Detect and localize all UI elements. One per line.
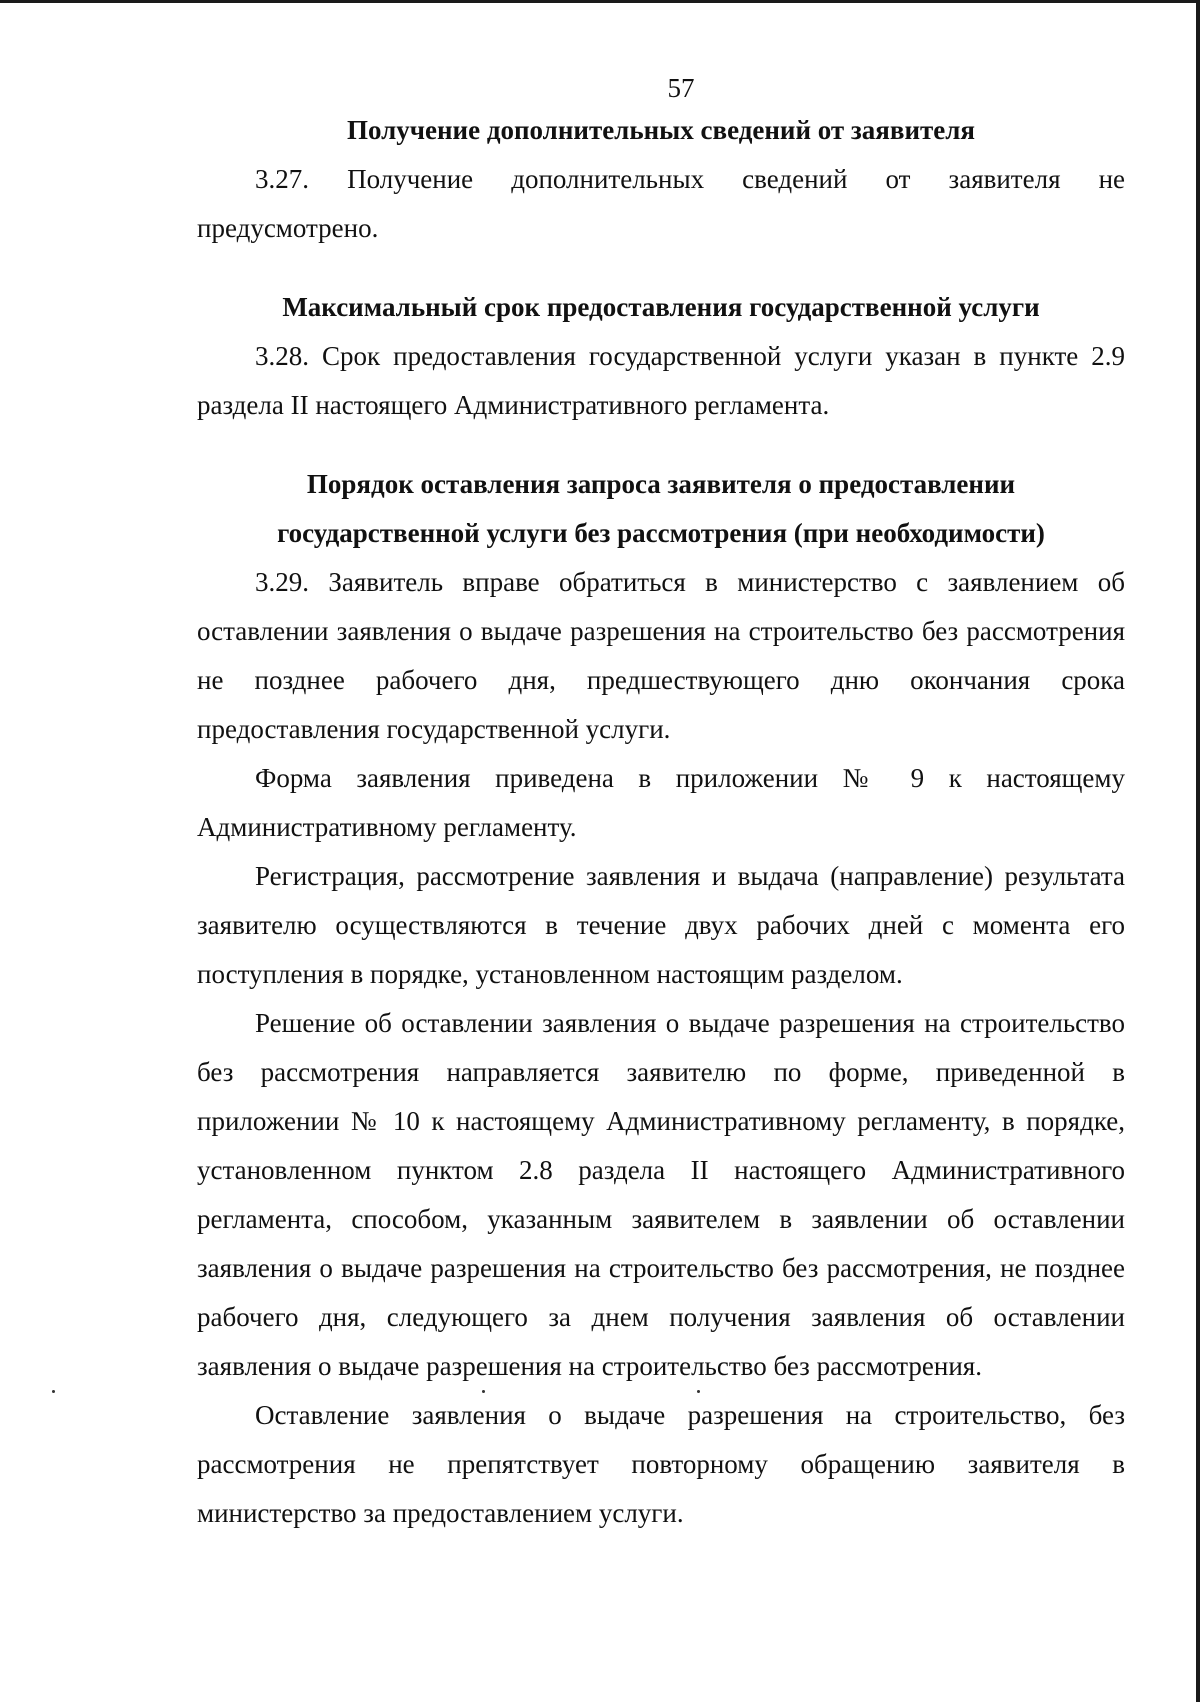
- paragraph-3-28: 3.28. Срок предоставления государственной услуги указан в пункте 2.9 раздела II настоящего Административного регламента.: [197, 341, 1125, 420]
- page-number: 57: [667, 73, 695, 103]
- paragraph-3-27: 3.27. Получение дополнительных сведений от заявителя не предусмотрено.: [197, 164, 1125, 243]
- section-heading-leave-request-line-2: государственной услуги без рассмотрения (при необходимости): [277, 518, 1045, 548]
- scan-edge-top: [0, 0, 1200, 3]
- document-body: [197, 70, 1125, 1538]
- section-heading-leave-request-line-1: Порядок оставления запроса заявителя о предоставлении: [306, 469, 1016, 499]
- section-heading-additional-info: Получение дополнительных сведений от заявителя: [346, 115, 976, 145]
- spacer: [197, 430, 1125, 460]
- section-heading-max-term: Максимальный срок предоставления государственной услуги: [282, 292, 1040, 322]
- scan-speck: [52, 1390, 55, 1393]
- paragraph-3-29: 3.29. Заявитель вправе обратиться в министерство с заявлением об оставлении заявления о выдаче разрешения на строительство без рассмотрения не позднее рабочего дня, предшествующего дню окончания срока предоставления государственной услуги.: [197, 567, 1125, 744]
- scan-speck: [697, 1390, 700, 1393]
- paragraph-repeat-request: Оставление заявления о выдаче разрешения на строительство, без рассмотрения не препятствует повторному обращению заявителя в министерство за предоставлением услуги.: [197, 1400, 1125, 1528]
- scan-edge-right: [1196, 0, 1200, 1702]
- spacer: [197, 253, 1125, 283]
- paragraph-form-reference: Форма заявления приведена в приложении № 9 к настоящему Административному регламенту.: [197, 763, 1125, 842]
- paragraph-registration: Регистрация, рассмотрение заявления и выдача (направление) результата заявителю осуществляются в течение двух рабочих дней с момента его поступления в порядке, установленном настоящим разделом.: [197, 861, 1125, 989]
- paragraph-decision: Решение об оставлении заявления о выдаче разрешения на строительство без рассмотрения направляется заявителю по форме, приведенной в приложении № 10 к настоящему Административному регламенту, в порядке, установленном пунктом 2.8 раздела II настоящего Административного регламента, способом, указанным заявителем в заявлении об оставлении заявления о выдаче разрешения на строительство без рассмотрения, не позднее рабочего дня, следующего за днем получения заявления об оставлении заявления о выдаче разрешения на строительство без рассмотрения.: [197, 1008, 1125, 1381]
- scan-speck: [482, 1390, 485, 1393]
